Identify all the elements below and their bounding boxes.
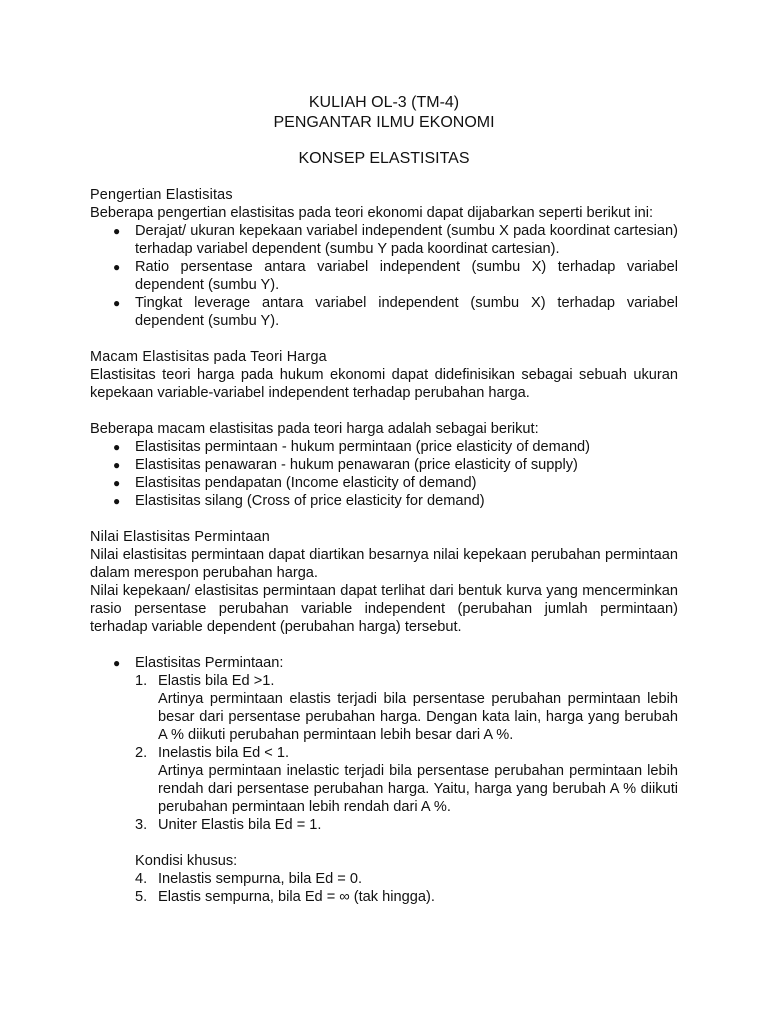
- section2-intro: Elastisitas teori harga pada hukum ekonomi dapat didefinisikan sebagai sebuah ukuran kepekaan variable-variabel independent terhadap perubahan harga.: [90, 367, 678, 401]
- course-title: KULIAH OL-3 (TM-4): [308, 94, 460, 111]
- bullet-icon: ●: [113, 224, 121, 238]
- list-item: ● Tingkat leverage antara variabel independent (sumbu X) terhadap variabel dependent (sumbu Y).: [113, 295, 678, 329]
- elasticity-numbered-list: [90, 672, 678, 834]
- bullet-icon: ●: [113, 656, 121, 670]
- bullet-icon: ●: [113, 440, 121, 454]
- list-item: ● Elastisitas silang (Cross of price elasticity for demand): [113, 493, 485, 509]
- main-title: KONSEP ELASTISITAS: [298, 150, 470, 167]
- list-item: ● Elastisitas Permintaan:: [113, 655, 284, 671]
- list-item: 1. Elastis bila Ed >1. Artinya permintaan elastis terjadi bila persentase perubahan permintaan lebih besar dari persentase perubahan harga. Dengan kata lain, harga yang berubah A % diikuti perubahan permintaan lebih besar dari A %.: [135, 673, 678, 743]
- bullet-icon: ●: [113, 458, 121, 472]
- list-item: ● Elastisitas pendapatan (Income elasticity of demand): [113, 475, 477, 491]
- list-item: ● Elastisitas penawaran - hukum penawaran (price elasticity of supply): [113, 457, 578, 473]
- section3-bullet-list: [90, 654, 678, 672]
- section1-intro: Beberapa pengertian elastisitas pada teori ekonomi dapat dijabarkan seperti berikut ini:: [90, 205, 654, 221]
- special-conditions-list: [90, 870, 678, 906]
- section-heading-pengertian: Pengertian Elastisitas: [90, 187, 233, 203]
- list-item: 3. Uniter Elastis bila Ed = 1.: [135, 817, 322, 833]
- section1-bullet-list: [90, 222, 678, 330]
- section3-para1: Nilai elastisitas permintaan dapat diartikan besarnya nilai kepekaan perubahan permintaan dalam merespon perubahan harga.: [90, 547, 678, 581]
- list-item: ● Ratio persentase antara variabel independent (sumbu X) terhadap variabel dependent (sumbu Y).: [113, 259, 678, 293]
- course-subtitle: PENGANTAR ILMU EKONOMI: [273, 114, 495, 131]
- section2-intro2: Beberapa macam elastisitas pada teori harga adalah sebagai berikut:: [90, 421, 539, 437]
- section2-bullet-list: [90, 438, 678, 510]
- bullet-icon: ●: [113, 260, 121, 274]
- section-heading-nilai: Nilai Elastisitas Permintaan: [90, 529, 270, 545]
- list-item: 4. Inelastis sempurna, bila Ed = 0.: [135, 871, 363, 887]
- document-content: [90, 93, 678, 906]
- section3-para2: Nilai kepekaan/ elastisitas permintaan dapat terlihat dari bentuk kurva yang mencerminkan rasio persentase perubahan variable independent (perubahan jumlah permintaan) terhadap variable dependent (perubahan harga) tersebut.: [90, 583, 678, 635]
- special-conditions-label: Kondisi khusus:: [135, 853, 238, 869]
- bullet-icon: ●: [113, 476, 121, 490]
- bullet-icon: ●: [113, 296, 121, 310]
- section-heading-macam: Macam Elastisitas pada Teori Harga: [90, 349, 327, 365]
- list-item: 5. Elastis sempurna, bila Ed = ∞ (tak hingga).: [135, 889, 435, 905]
- list-item: 2. Inelastis bila Ed < 1. Artinya permintaan inelastic terjadi bila persentase perubahan permintaan lebih rendah dari persentase perubahan harga. Yaitu, harga yang berubah A % diikuti perubahan permintaan lebih rendah dari A %.: [135, 745, 678, 815]
- list-item: ● Derajat/ ukuran kepekaan variabel independent (sumbu X pada koordinat cartesian) terhadap variabel dependent (sumbu Y pada koordinat cartesian).: [113, 223, 678, 257]
- bullet-icon: ●: [113, 494, 121, 508]
- list-item: ● Elastisitas permintaan - hukum permintaan (price elasticity of demand): [113, 439, 591, 455]
